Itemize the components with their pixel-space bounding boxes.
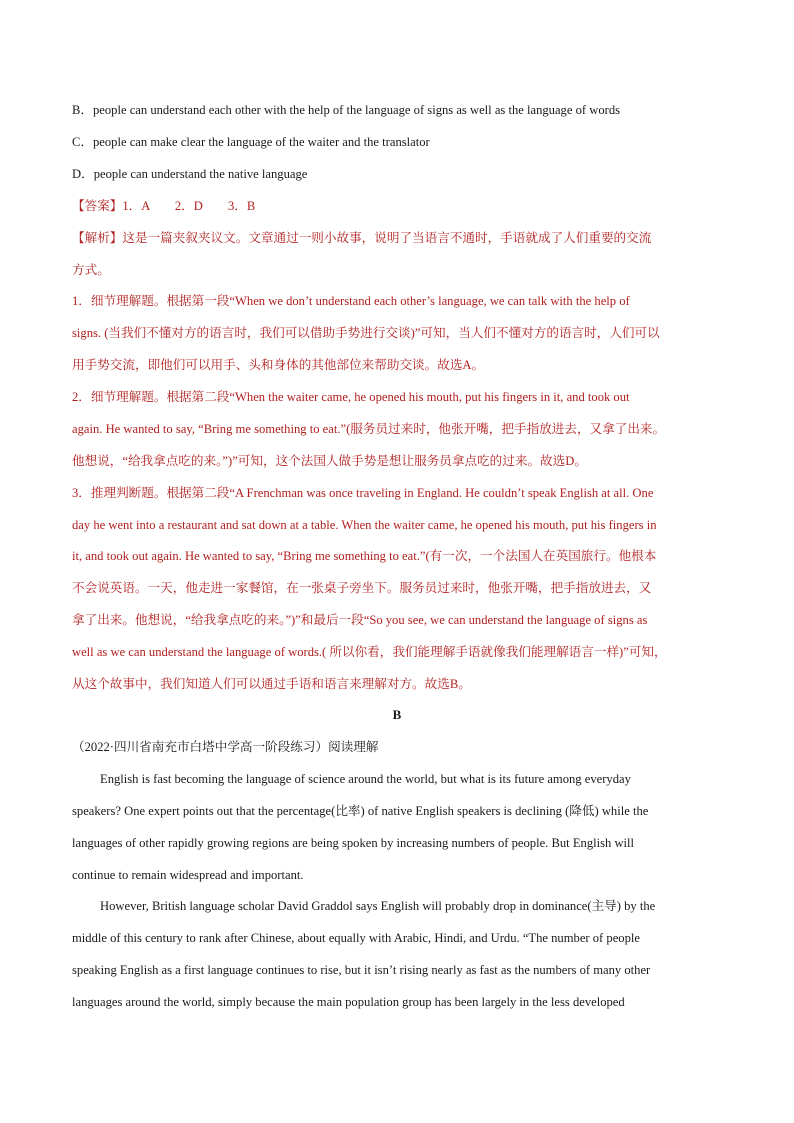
option-b: B．people can understand each other with the help of the language of signs as well as the language of words	[72, 103, 621, 117]
passage-line-6: middle of this century to rank after Chinese, about equally with Arabic, Hindi, and Urdu. “The number of people	[72, 931, 640, 945]
passage-line-5: However, British language scholar David Graddol says English will probably drop in dominance(主导) by the	[100, 899, 656, 913]
q1-line-3: 用手势交流，即他们可以用手、头和身体的其他部位来帮助交谈。故选A。	[72, 358, 485, 372]
passage-line-3: languages of other rapidly growing regions are being spoken by increasing numbers of people. But English will	[72, 836, 635, 850]
q3-line-7: 从这个故事中，我们知道人们可以通过手语和语言来理解对方。故选B。	[72, 677, 471, 691]
q2-line-2: again. He wanted to say, “Bring me something to eat.”(服务员过来时，他张开嘴，把手指放进去，又拿了出来。	[72, 422, 666, 436]
answer-text: 1．A 2．D 3．B	[122, 199, 256, 213]
q3-line-1: 3．推理判断题。根据第二段“A Frenchman was once traveling in England. He couldn’t speak English at all. One	[72, 486, 654, 500]
option-d: D．people can understand the native language	[72, 167, 308, 181]
passage-line-2: speakers? One expert points out that the percentage(比率) of native English speakers is declining (降低) while the	[72, 804, 649, 818]
answer-line	[72, 198, 732, 214]
q3-line-4: 不会说英语。一天，他走进一家餐馆，在一张桌子旁坐下。服务员过来时，他张开嘴，把手指放进去，又	[72, 581, 652, 595]
analysis-line	[72, 230, 732, 246]
q3-line-6: well as we can understand the language of words.( 所以你看，我们能理解手语就像我们能理解语言一样)”可知，	[72, 645, 667, 659]
section-source: （2022·四川省南充市白塔中学高一阶段练习）阅读理解	[72, 740, 379, 754]
passage-line-4: continue to remain widespread and important.	[72, 868, 304, 882]
q3-line-2: day he went into a restaurant and sat down at a table. When the waiter came, he opened his mouth, put his fingers in	[72, 518, 657, 532]
q1-line-1: 1．细节理解题。根据第一段“When we don’t understand each other’s language, we can talk with the help of	[72, 294, 630, 308]
q1-line-2: signs. (当我们不懂对方的语言时，我们可以借助手势进行交谈)”可知，当人们不懂对方的语言时，人们可以	[72, 326, 660, 340]
q2-line-3: 他想说，“给我拿点吃的来。”)”可知，这个法国人做手势是想让服务员拿点吃的过来。故选D。	[72, 454, 587, 468]
q2-line-1: 2．细节理解题。根据第二段“When the waiter came, he opened his mouth, put his fingers in it, and took out	[72, 390, 630, 404]
q3-line-3: it, and took out again. He wanted to say, “Bring me something to eat.”(有一次，一个法国人在英国旅行。他根本	[72, 549, 657, 563]
passage-line-7: speaking English as a first language continues to rise, but it isn’t rising nearly as fast as the numbers of many other	[72, 963, 651, 977]
section-title: B	[392, 707, 402, 722]
q3-line-5: 拿了出来。他想说，“给我拿点吃的来。”)”和最后一段“So you see, we can understand the language of signs as	[72, 613, 648, 627]
analysis-intro-2: 方式。	[72, 263, 110, 277]
option-c: C．people can make clear the language of the waiter and the translator	[72, 135, 430, 149]
answer-label: 【答案】	[72, 199, 123, 213]
passage-line-8: languages around the world, simply because the main population group has been largely in the less developed	[72, 995, 625, 1009]
analysis-intro-1: 这是一篇夹叙夹议文。文章通过一则小故事，说明了当语言不通时，手语就成了人们重要的交流	[122, 231, 652, 245]
passage-line-1: English is fast becoming the language of science around the world, but what is its future among everyday	[100, 772, 631, 786]
analysis-label: 【解析】	[72, 231, 123, 245]
